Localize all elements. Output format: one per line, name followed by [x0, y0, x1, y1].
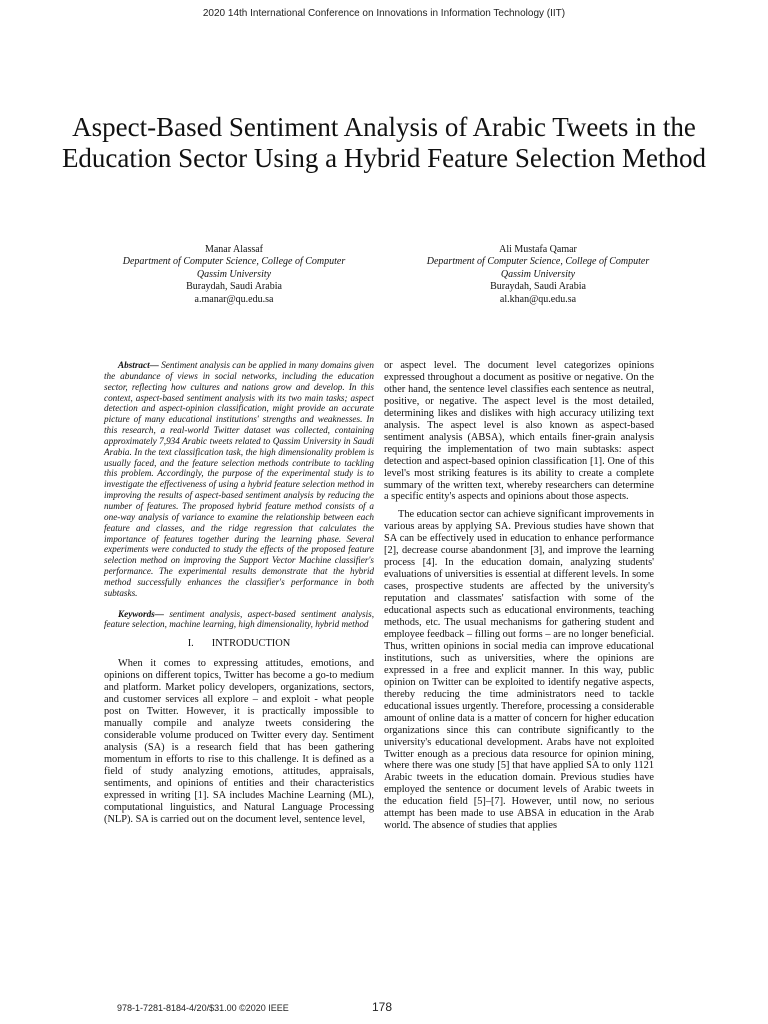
section-number: I.	[187, 638, 194, 650]
conference-header: 2020 14th International Conference on Innovations in Information Technology (IIT)	[202, 8, 566, 19]
page-number: 178	[372, 1000, 393, 1014]
keywords-label: Keywords—	[118, 608, 164, 619]
section-heading-introduction	[104, 638, 374, 650]
author-block-2	[388, 244, 688, 306]
author-name: Ali Mustafa Qamar	[499, 244, 577, 255]
author-department: Department of Computer Science, College of Computer	[426, 256, 650, 268]
author-department: Department of Computer Science, College of Computer	[122, 256, 346, 268]
author-email: al.khan@qu.edu.sa	[499, 293, 577, 305]
right-column	[384, 360, 654, 838]
author-email: a.manar@qu.edu.sa	[194, 293, 274, 305]
author-block-1	[84, 244, 384, 306]
left-column	[104, 360, 374, 832]
intro-paragraph: When it comes to expressing attitudes, emotions, and opinions on different topics, Twitter has become a go-to medium and platform. Market policy developers, organizations, sectors, and customer services all explore – and exploit - what people post on Twitter. However, it is practically impossible to manually compile and analyze tweets considering the considerable volume produced on Twitter every day. Sentiment analysis (SA) is a research field that has been gathering momentum in efforts to rise to this challenge. It is defined as a field of study analyzing emotions, attitudes, appraisals, sentiments, and opinions of entities and their characteristics expressed in writing [1]. SA includes Machine Learning (ML), computational linguistics, and Natural Language Processing (NLP). SA is carried out on the document level, sentence level,	[104, 658, 374, 825]
author-location: Buraydah, Saudi Arabia	[490, 281, 586, 293]
abstract-label: Abstract—	[118, 360, 159, 370]
keywords-text: sentiment analysis, aspect-based sentiment analysis, feature selection, machine learning, high dimensionality, hybrid method	[104, 608, 374, 630]
footer-isbn: 978-1-7281-8184-4/20/$31.00 ©2020 IEEE	[117, 1003, 289, 1013]
body-paragraph: or aspect level. The document level categorizes opinions expressed throughout a document as positive or negative. On the other hand, the sentence level classifies each sentence as neutral, positive, or negative. The aspect level is the most detailed, determining likes and dislikes with high accuracy utilizing text analysis. The aspect level is also known as aspect-based sentiment analysis (ABSA), which entails finer-grain analysis requiring the implementation of two main subtasks: aspect detection and aspect-based opinion classification [1]. One of this level's most striking features is its ability to create a complete summary of the written text, whereby researchers can determine a specific entity's aspects and opinions about those aspects.	[384, 360, 654, 503]
keywords	[104, 609, 374, 631]
section-title: INTRODUCTION	[211, 638, 291, 650]
paper-title: Aspect-Based Sentiment Analysis of Arabic Tweets in the Education Sector Using a Hybrid Feature Selection Method	[61, 112, 707, 173]
author-location: Buraydah, Saudi Arabia	[186, 281, 282, 293]
author-university: Qassim University	[196, 268, 272, 280]
author-name: Manar Alassaf	[204, 244, 264, 255]
author-university: Qassim University	[500, 268, 576, 280]
abstract	[104, 360, 374, 599]
abstract-text: Sentiment analysis can be applied in many domains given the abundance of views in social networks, including the education sector, reflecting how cultures and nations grow and develop. In this context, aspect-based sentiment analysis with its two main tasks; aspect detection and aspect-opinion classification, might provide an accurate picture of many educational institutions' strengths and weaknesses. In this research, a real-world Twitter dataset was collected, containing approximately 7,934 Arabic tweets related to Qassim University in Saudi Arabia. In the text classification task, the high dimensionality problem is usually faced, and the feature selection methods contribute to tackling this problem. Accordingly, the purpose of the experimental study is to investigate the effectiveness of using a hybrid feature selection method in improving the results of aspect-based sentiment analysis by reducing the number of features. The proposed hybrid feature method consists of a one-way analysis of variance to examine the relationship between each feature and classes, and the ridge regression that calculates the importance of features together during the learning phase. Several experiments were conducted to study the effects of the proposed feature selection method on improving the Support Vector Machine classifier's performance. The experimental results demonstrate that the hybrid method successfully enhances the classifier's performance in both subtasks.	[104, 360, 374, 598]
body-paragraph: The education sector can achieve significant improvements in various areas by applying SA. Previous studies have shown that SA can be effectively used in education to enhance performance [2], decrease course abandonment [3], and improve the learning process [4]. In the education domain, analyzing students' evaluations of universities is essential at different levels. In some cases, prospective students are affected by the university's reputation and classmates' satisfaction with some of the educational aspects such as educational environments, teaching methods, etc. The usual mechanisms for gathering student and employee feedback – filling out forms – are no longer beneficial. Thus, written opinions in social media can improve educational institutions, such as universities, where the opinions are expressed in a free and explicit manner. In this way, public opinion on Twitter can be exploited to identify negative aspects, thereby reducing the time administrators need to tackle educational issues urgently. Therefore, processing a considerable amount of online data is a matter of concern for higher education organizations since this can contribute significantly to the university's educational development. Arabs have not exploited Twitter enough as a precious data resource for opinion mining, where there was one study [5] that have applied SA to only 1121 Arabic tweets in the education domain. Previous studies have employed the sentence or document levels of Arabic tweets in the education field [5]–[7]. However, until now, no serious attempt has been made to use ABSA in education in the Arab world. The absence of studies that applies	[384, 509, 654, 832]
